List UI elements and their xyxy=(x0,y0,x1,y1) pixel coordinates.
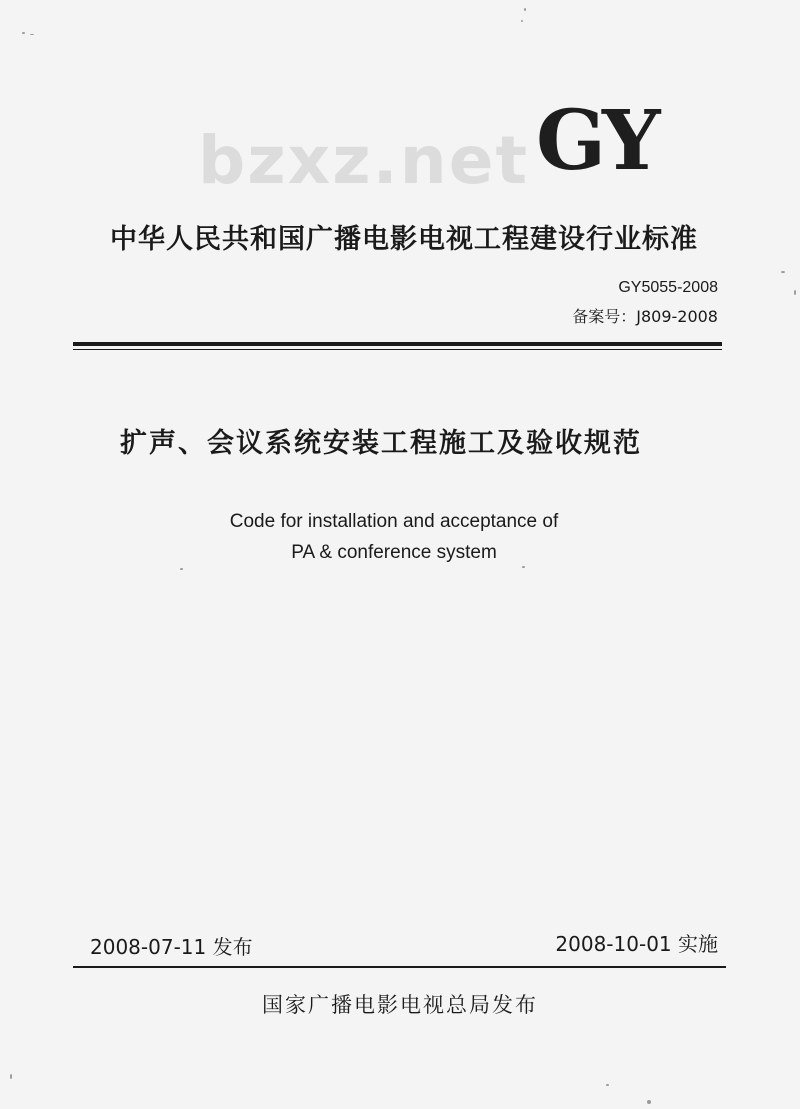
scan-speck xyxy=(647,1100,651,1104)
issue-date: 2008-07-11 发布 xyxy=(90,935,253,959)
scan-speck xyxy=(606,1084,609,1086)
standard-code: GY5055-2008 xyxy=(618,279,718,296)
header-divider-thin xyxy=(73,349,722,350)
document-title-en-line2: PA & conference system xyxy=(291,542,497,563)
scan-speck xyxy=(524,8,526,11)
implementation-date: 2008-10-01 实施 xyxy=(555,932,718,956)
scan-speck xyxy=(10,1074,12,1079)
watermark: bzxz.net xyxy=(198,122,530,199)
scan-speck xyxy=(521,20,523,22)
scan-speck xyxy=(781,271,785,273)
scan-speck xyxy=(794,290,796,295)
footer-divider xyxy=(73,966,726,968)
header-divider-thick xyxy=(73,342,722,346)
filing-number: 备案号：J809-2008 xyxy=(572,307,718,326)
document-title-en-line1: Code for installation and acceptance of xyxy=(229,511,559,532)
publisher: 国家广播电影电视总局发布 xyxy=(262,993,538,1017)
scan-speck xyxy=(522,566,525,568)
scan-speck xyxy=(180,568,183,570)
standard-category: 中华人民共和国广播电影电视工程建设行业标准 xyxy=(110,224,698,255)
scan-speck xyxy=(30,34,34,35)
gy-logo: GY xyxy=(536,93,657,189)
scan-speck xyxy=(22,32,25,34)
document-title-cn: 扩声、会议系统安装工程施工及验收规范 xyxy=(120,428,642,459)
